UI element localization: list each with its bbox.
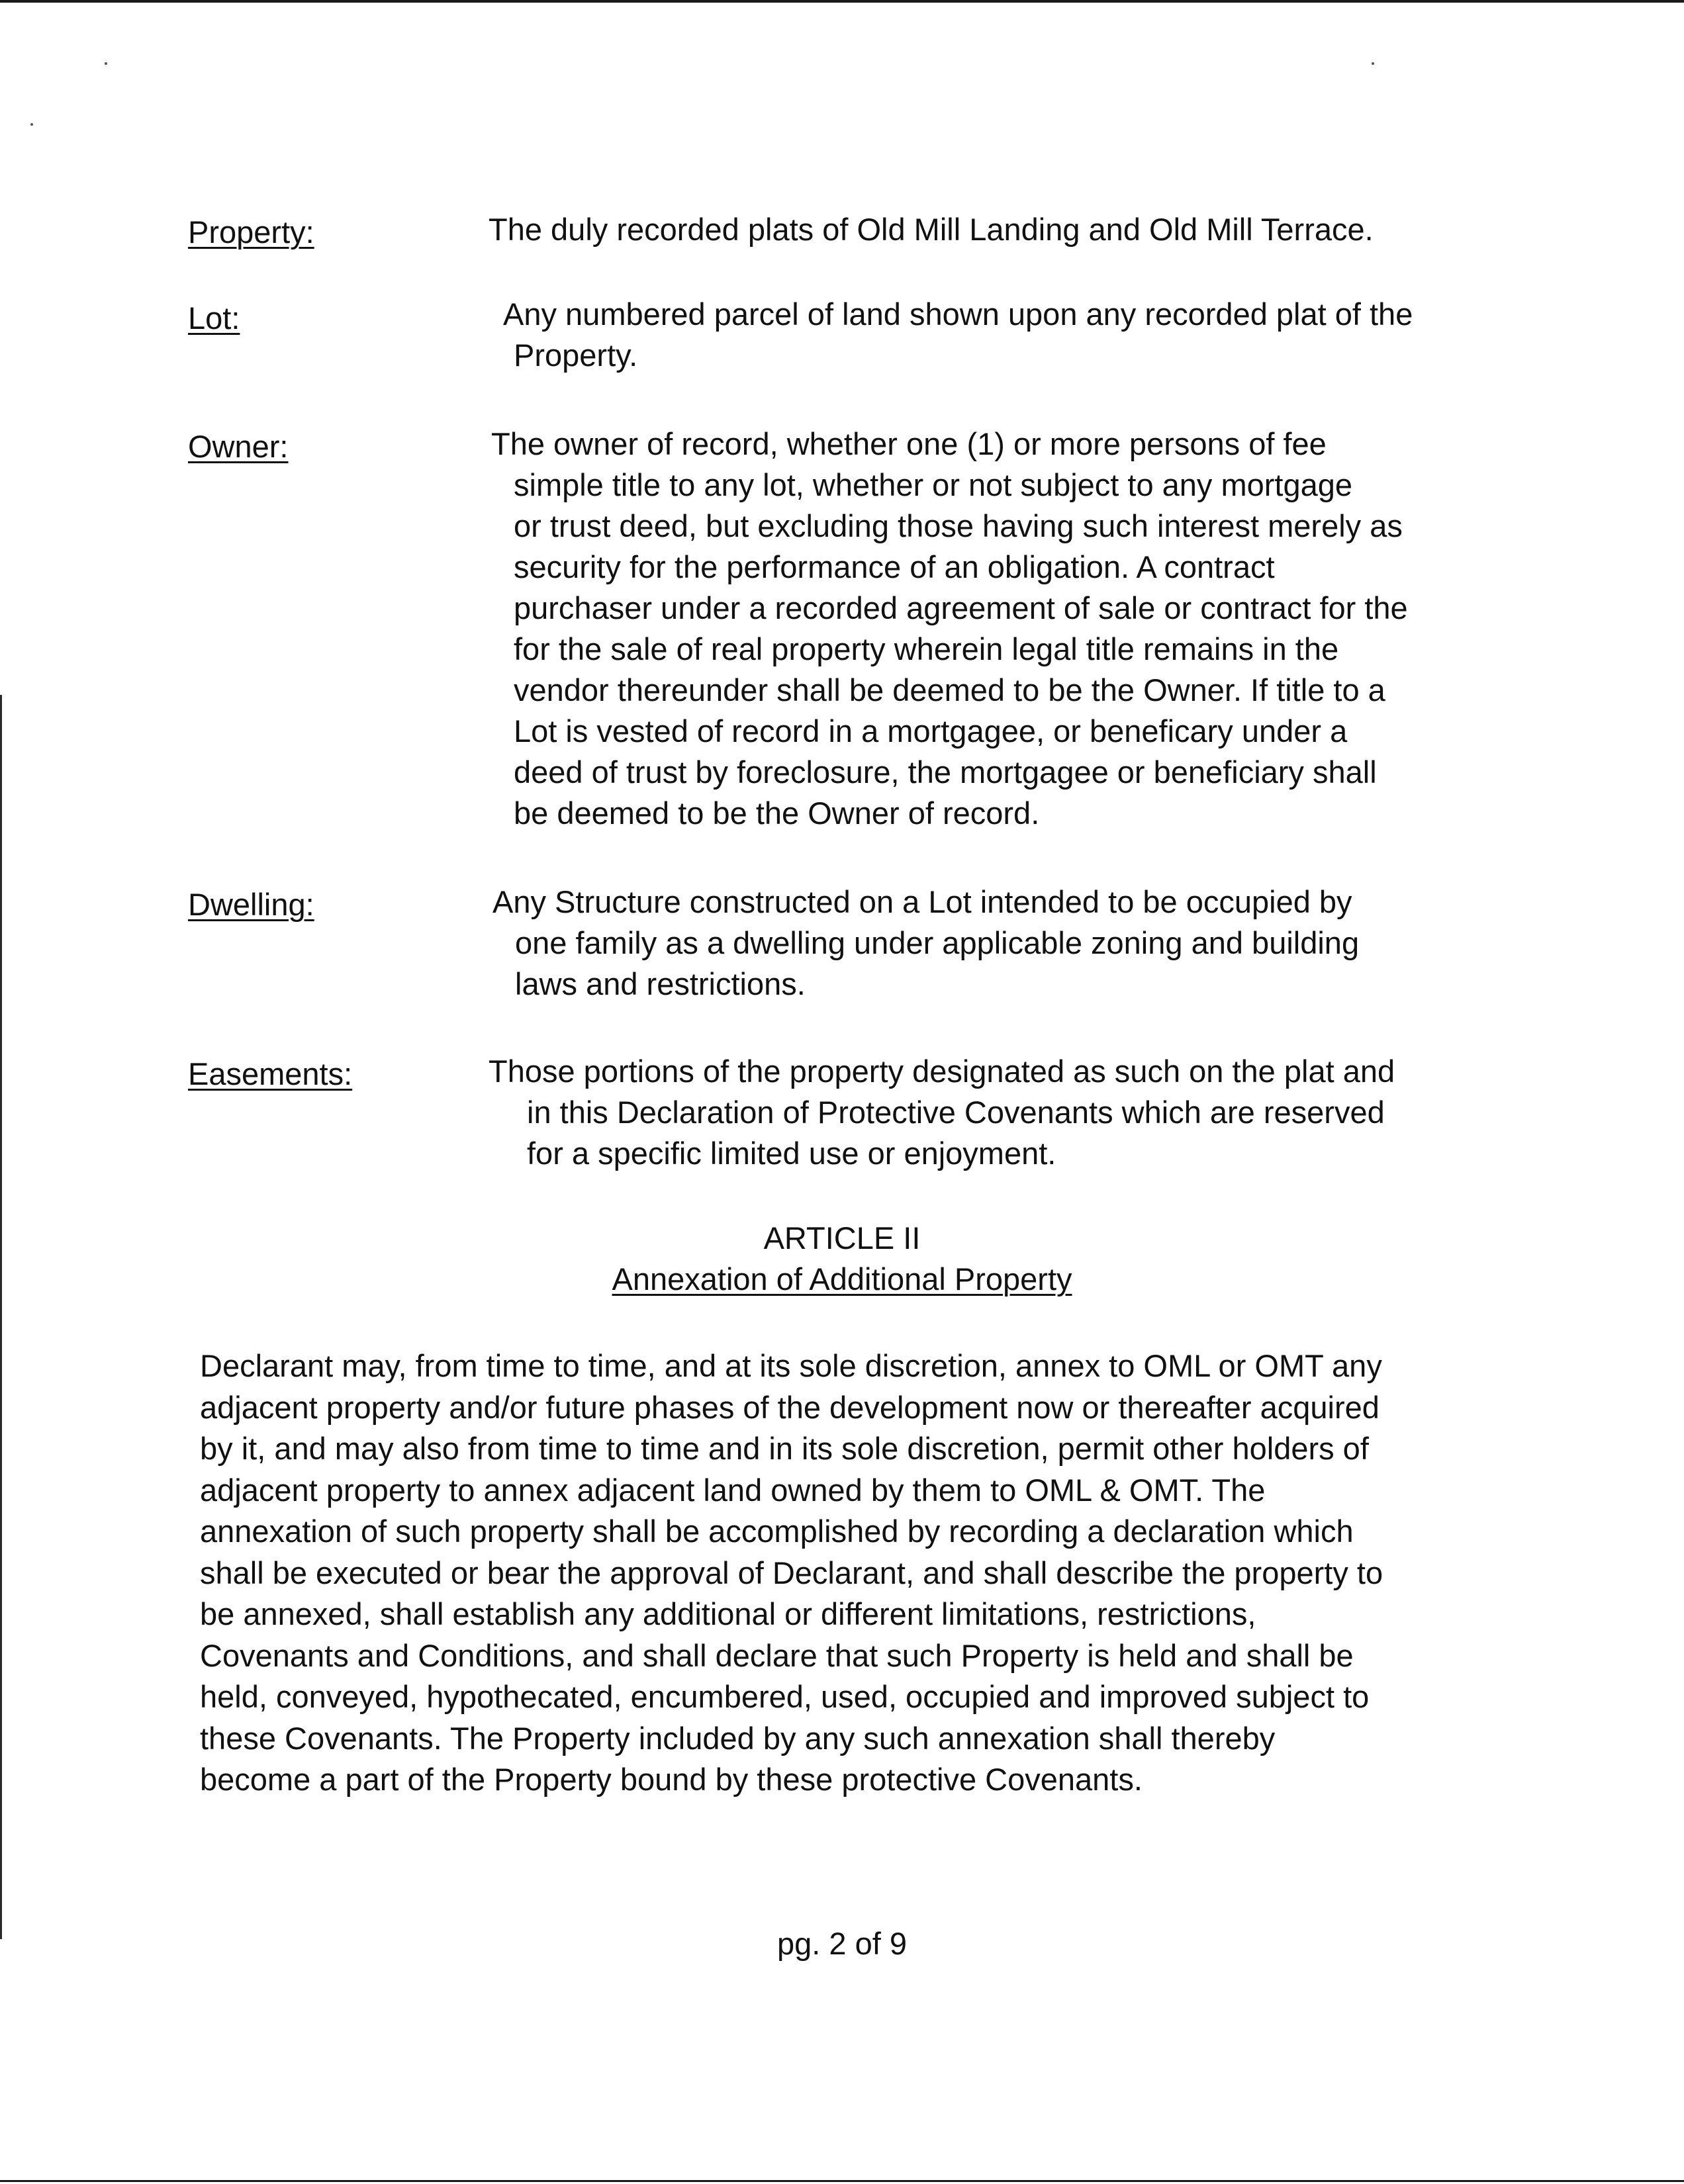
- page-number: pg. 2 of 9: [777, 1926, 907, 1961]
- definition-body-dwelling: [492, 882, 1485, 1005]
- definition-term-dwelling: Dwelling:: [188, 887, 314, 922]
- paragraph-line: become a part of the Property bound by these protective Covenants.: [200, 1762, 1143, 1797]
- definition-line: Any Structure constructed on a Lot intended to be occupied by: [492, 884, 1352, 919]
- definition-term-owner: Owner:: [188, 429, 289, 464]
- definition-term-property: Property:: [188, 214, 314, 250]
- definition-body-owner: [491, 424, 1484, 834]
- article-heading: ARTICLE II: [763, 1220, 921, 1255]
- definition-line: or trust deed, but excluding those having such interest merely as: [514, 508, 1403, 543]
- definition-line: Any numbered parcel of land shown upon any recorded plat of the: [503, 296, 1413, 332]
- definition-line: laws and restrictions.: [515, 966, 806, 1001]
- definition-line: in this Declaration of Protective Covenants which are reserved: [527, 1095, 1385, 1130]
- definition-line: purchaser under a recorded agreement of sale or contract for the: [514, 590, 1408, 625]
- definition-line: for a specific limited use or enjoyment.: [527, 1136, 1056, 1171]
- definition-line: one family as a dwelling under applicable zoning and building: [515, 925, 1360, 960]
- definition-body-property: [489, 209, 1481, 250]
- scan-border-left: [0, 695, 2, 1939]
- definition-term-lot: Lot:: [188, 300, 240, 336]
- definition-line: be deemed to be the Owner of record.: [514, 796, 1040, 831]
- definition-line: Those portions of the property designated as such on the plat and: [489, 1054, 1395, 1089]
- definition-line: deed of trust by foreclosure, the mortgagee or beneficiary shall: [514, 754, 1377, 790]
- scan-speck: [105, 62, 107, 65]
- definition-line: Property.: [514, 338, 638, 373]
- paragraph-line: be annexed, shall establish any additional or different limitations, restrictions,: [200, 1596, 1256, 1631]
- scan-speck: [1372, 62, 1374, 65]
- definition-line: simple title to any lot, whether or not subject to any mortgage: [514, 467, 1353, 502]
- paragraph-line: adjacent property to annex adjacent land owned by them to OML & OMT. The: [200, 1472, 1266, 1508]
- paragraph-line: by it, and may also from time to time and in its sole discretion, permit other holders of: [200, 1431, 1369, 1466]
- scan-speck: [30, 123, 33, 126]
- definition-term-easements: Easements:: [188, 1056, 353, 1091]
- definition-line: security for the performance of an obligation. A contract: [514, 549, 1275, 584]
- definition-body-easements: [489, 1051, 1481, 1174]
- definition-line: Lot is vested of record in a mortgagee, or beneficary under a: [514, 713, 1348, 749]
- paragraph-line: held, conveyed, hypothecated, encumbered, used, occupied and improved subject to: [200, 1679, 1370, 1714]
- paragraph-line: adjacent property and/or future phases of the development now or thereafter acquired: [200, 1389, 1380, 1425]
- definition-body-lot: [503, 294, 1496, 376]
- paragraph-line: annexation of such property shall be accomplished by recording a declaration which: [200, 1514, 1354, 1549]
- definition-line: vendor thereunder shall be deemed to be the Owner. If title to a: [514, 672, 1385, 707]
- scan-border-top: [0, 0, 1684, 3]
- definition-line: The duly recorded plats of Old Mill Landing and Old Mill Terrace.: [489, 212, 1374, 247]
- article-subtitle: Annexation of Additional Property: [612, 1261, 1072, 1297]
- paragraph-line: Covenants and Conditions, and shall declare that such Property is held and shall be: [200, 1637, 1354, 1673]
- definition-line: for the sale of real property wherein legal title remains in the: [514, 631, 1339, 666]
- article-paragraph: [200, 1345, 1524, 1801]
- paragraph-line: Declarant may, from time to time, and at its sole discretion, annex to OML or OMT any: [200, 1348, 1382, 1383]
- definition-line: The owner of record, whether one (1) or more persons of fee: [491, 426, 1327, 461]
- paragraph-line: these Covenants. The Property included by any such annexation shall thereby: [200, 1720, 1276, 1756]
- scan-border-bottom: [0, 2180, 1684, 2182]
- paragraph-line: shall be executed or bear the approval of Declarant, and shall describe the property to: [200, 1555, 1383, 1590]
